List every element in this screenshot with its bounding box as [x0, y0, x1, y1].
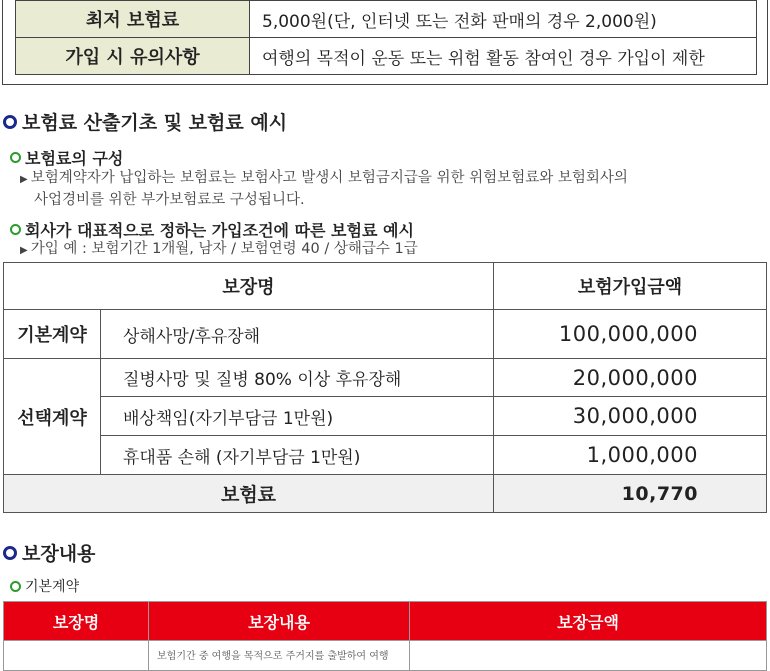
- coverage-amount-cell: [410, 641, 767, 671]
- blue-ring-icon: [3, 115, 17, 129]
- total-label: 보험료: [4, 475, 494, 513]
- coverage-table: [3, 601, 767, 671]
- green-ring-icon: [10, 581, 21, 592]
- coverage-cell: [4, 641, 149, 671]
- group-basic: 기본계약: [4, 310, 101, 359]
- header-insured-amount: 보험가입금액: [494, 263, 767, 310]
- group-optional: 선택계약: [4, 359, 101, 475]
- blue-ring-icon: [3, 546, 17, 560]
- min-premium-label: 최저 보험료: [16, 1, 250, 38]
- green-ring-icon: [10, 152, 21, 163]
- table-row: [4, 397, 767, 436]
- subsection-title-basic: 기본계약: [10, 576, 79, 596]
- table-row: [4, 310, 767, 359]
- coverage-amount: 30,000,000: [494, 397, 767, 436]
- header-coverage-name: 보장명: [4, 602, 149, 641]
- coverage-amount: 100,000,000: [494, 310, 767, 359]
- notice-label: 가입 시 유의사항: [16, 38, 250, 75]
- coverage-name: 질병사망 및 질병 80% 이상 후유장해: [101, 359, 494, 397]
- section-title-premium: 보험료 산출기초 및 보험료 예시: [3, 108, 287, 135]
- notice-value: 여행의 목적이 운동 또는 위험 활동 참여인 경우 가입이 제한: [250, 38, 757, 75]
- table-row: [16, 1, 757, 38]
- triangle-bullet-icon: ▶: [20, 245, 28, 256]
- total-value: 10,770: [494, 475, 767, 513]
- summary-table-frame: [2, 0, 768, 85]
- triangle-bullet-icon: ▶: [20, 174, 28, 185]
- header-coverage-detail: 보장내용: [149, 602, 410, 641]
- coverage-name: 배상책임(자기부담금 1만원): [101, 397, 494, 436]
- coverage-detail-cell: 보험기간 중 여행을 목적으로 주거지를 출발하여 여행: [149, 641, 410, 671]
- section-title-coverage: 보장내용: [3, 539, 95, 566]
- green-ring-icon: [10, 224, 21, 235]
- example-condition: ▶ 가입 예 : 보험기간 1개월, 남자 / 보험연령 40 / 상해급수 1급: [20, 241, 418, 257]
- summary-table: [15, 0, 757, 75]
- table-header-row: [4, 602, 767, 641]
- table-row: [4, 436, 767, 475]
- table-row: [4, 641, 767, 671]
- min-premium-value: 5,000원(단, 인터넷 또는 전화 판매의 경우 2,000원): [250, 1, 757, 38]
- coverage-amount: 20,000,000: [494, 359, 767, 397]
- table-row: [4, 359, 767, 397]
- subsection-title-composition: 보험료의 구성: [10, 146, 123, 169]
- header-coverage-name: 보장명: [4, 263, 494, 310]
- total-row: [4, 475, 767, 513]
- coverage-amount: 1,000,000: [494, 436, 767, 475]
- coverage-name: 상해사망/후유장해: [101, 310, 494, 359]
- table-header-row: [4, 263, 767, 310]
- coverage-name: 휴대품 손해 (자기부담금 1만원): [101, 436, 494, 475]
- subsection-title-example: 회사가 대표적으로 정하는 가입조건에 따른 보험료 예시: [10, 218, 414, 241]
- header-coverage-amount: 보장금액: [410, 602, 767, 641]
- premium-example-table: [3, 262, 767, 513]
- table-row: [16, 38, 757, 75]
- composition-text: ▶ 보험계약자가 납입하는 보험료는 보험사고 발생시 보험금지급을 위한 위험보험료와 보험회사의 사업경비를 위한 부가보험료로 구성됩니다.: [20, 170, 628, 208]
